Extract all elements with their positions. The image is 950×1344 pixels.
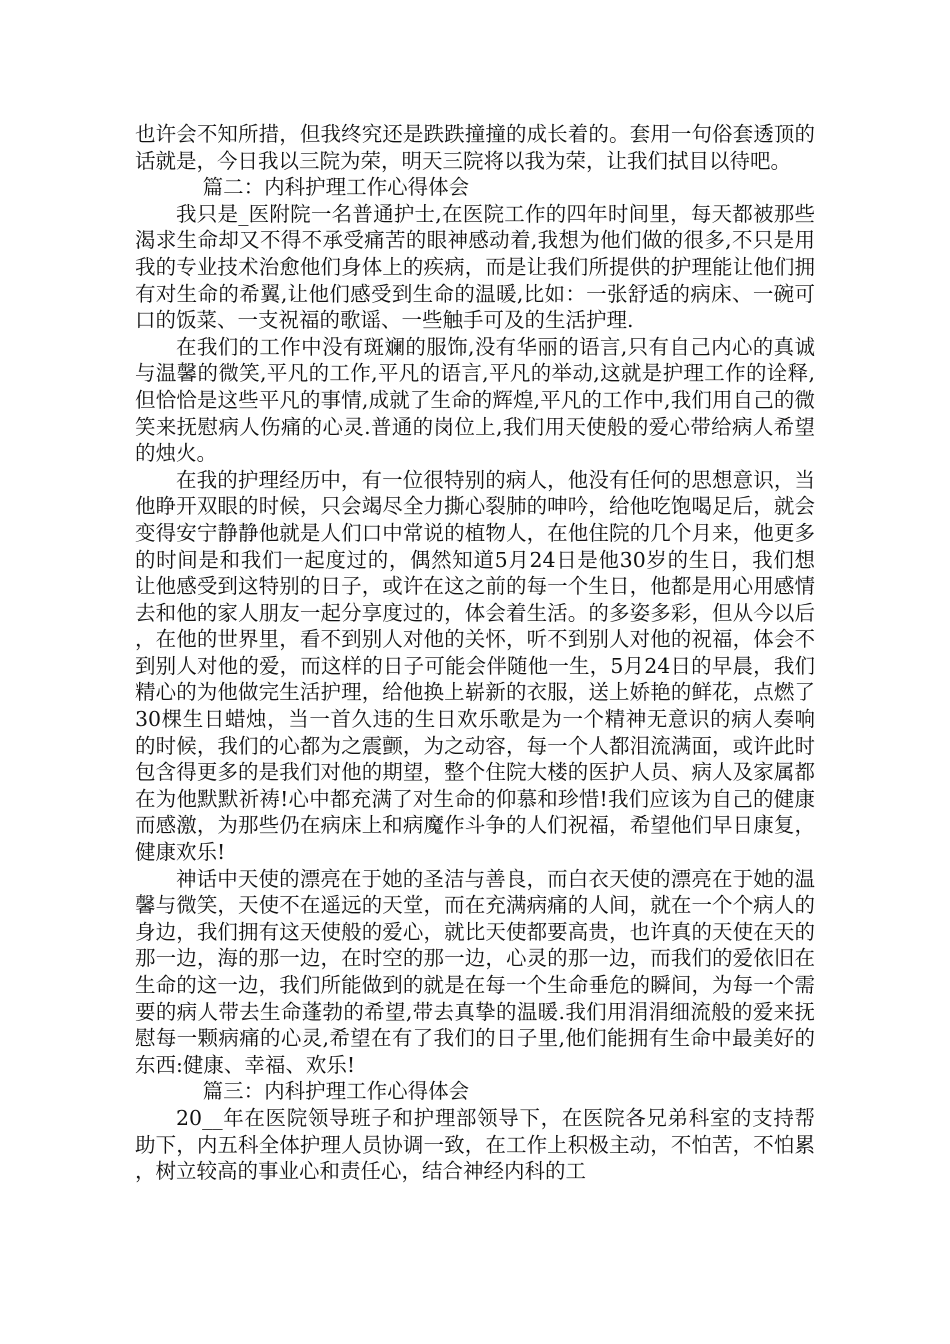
paragraph: 我只是_医附院一名普通护士,在医院工作的四年时间里，每天都被那些渴求生命却又不得不承受痛苦的眼神感动着,我想为他们做的很多,不只是用我的专业技术治愈他们身体上的疾病，而是让我们所提供的护理能让他们拥有对生命的希翼,让他们感受到生命的温暖,比如：一张舒适的病床、一碗可口的饭菜、一支祝福的歌谣、一些触手可及的生活护理.: [135, 201, 815, 333]
document-body: [135, 121, 815, 1185]
paragraph: 在我的护理经历中，有一位很特别的病人，他没有任何的思想意识，当他睁开双眼的时候，只会竭尽全力撕心裂肺的呻吟，给他吃饱喝足后，就会变得安宁静静他就是人们口中常说的植物人，在他住院的几个月来，他更多的时间是和我们一起度过的，偶然知道5月24日是他30岁的生日，我们想让他感受到这特别的日子，或许在这之前的每一个生日，他都是用心用感情去和他的家人朋友一起分享度过的，体会着生活。的多姿多彩，但从今以后，在他的世界里，看不到别人对他的关怀，听不到别人对他的祝福，体会不到别人对他的爱，而这样的日子可能会伴随他一生，5月24日的早晨，我们精心的为他做完生活护理，给他换上崭新的衣服，送上娇艳的鲜花，点燃了30棵生日蜡烛，当一首久违的生日欢乐歌是为一个精神无意识的病人奏响的时候，我们的心都为之震颤，为之动容，每一个人都泪流满面，或许此时包含得更多的是我们对他的期望，整个住院大楼的医护人员、病人及家属都在为他默默祈祷!心中都充满了对生命的仰慕和珍惜!我们应该为自己的健康而感激，为那些仍在病床上和病魔作斗争的人们祝福，希望他们早日康复，健康欢乐!: [135, 467, 815, 865]
paragraph: 在我们的工作中没有斑斓的服饰,没有华丽的语言,只有自己内心的真诚与温馨的微笑,平凡的工作,平凡的语言,平凡的举动,这就是护理工作的诠释,但恰恰是这些平凡的事情,成就了生命的辉煌,平凡的工作中,我们用自己的微笑来抚慰病人伤痛的心灵.普通的岗位上,我们用天使般的爱心带给病人希望的烛火。: [135, 334, 815, 466]
section-heading-part-three: 篇三：内科护理工作心得体会: [202, 1079, 470, 1104]
paragraph: 20__年在医院领导班子和护理部领导下，在医院各兄弟科室的支持帮助下，内五科全体护理人员协调一致，在工作上积极主动，不怕苦，不怕累，树立较高的事业心和责任心，结合神经内科的工: [135, 1105, 815, 1184]
section-heading-part-two: 篇二：内科护理工作心得体会: [202, 175, 470, 200]
paragraph-continuation: 也许会不知所措，但我终究还是跌跌撞撞的成长着的。套用一句俗套透顶的话就是，今日我以三院为荣，明天三院将以我为荣，让我们拭目以待吧。: [135, 122, 815, 173]
paragraph: 神话中天使的漂亮在于她的圣洁与善良，而白衣天使的漂亮在于她的温馨与微笑，天使不在遥远的天堂，而在充满病痛的人间，就在一个个病人的身边，我们拥有这天使般的爱心，就比天使都要高贵，也许真的天使在天的那一边，海的那一边，在时空的那一边，心灵的那一边，而我们的爱依旧在生命的这一边，我们所能做到的就是在每一个生命垂危的瞬间，为每一个需要的病人带去生命蓬勃的希望,带去真挚的温暖.我们用涓涓细流般的爱来抚慰每一颗病痛的心灵,希望在有了我们的日子里,他们能拥有生命中最美好的东西:健康、幸福、欢乐!: [135, 866, 815, 1077]
